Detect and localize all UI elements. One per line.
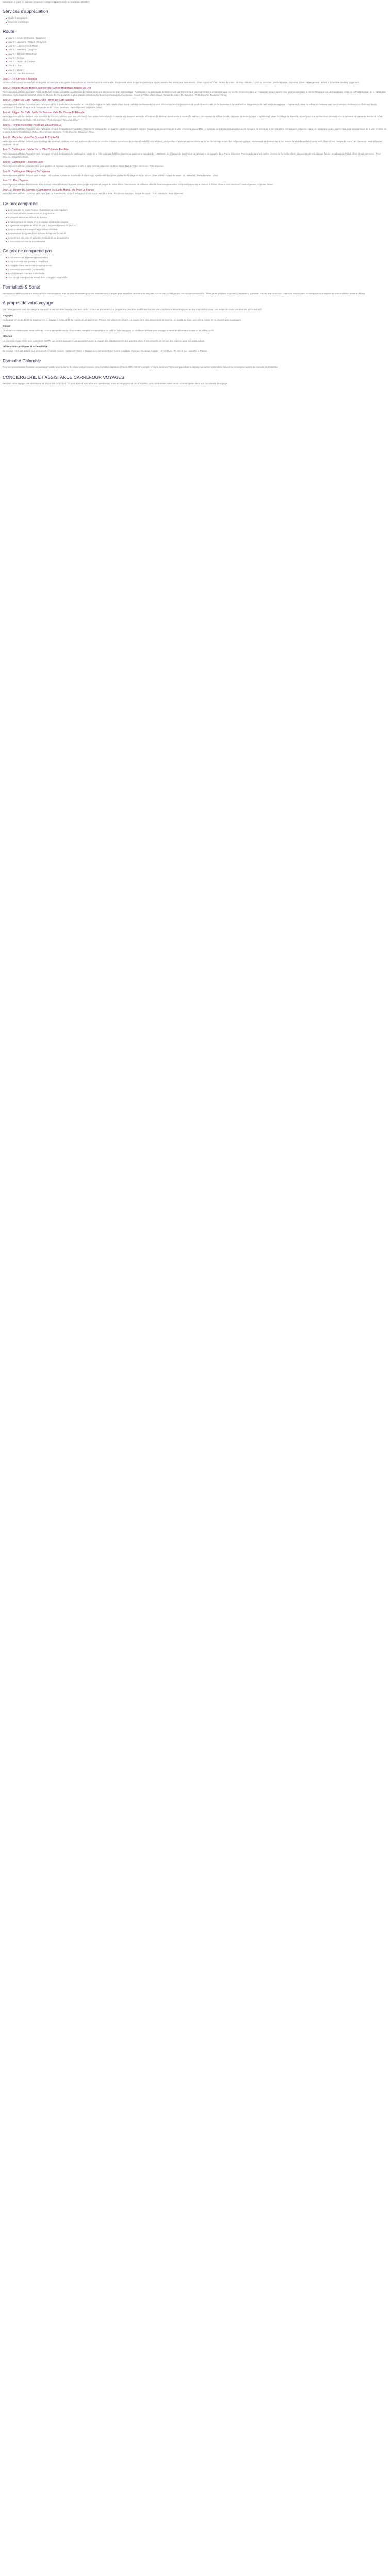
climat-title: Climat (3, 325, 10, 328)
day-title: Jour 9 : Carthagène / Région Du Tayrona (3, 170, 50, 174)
route-item: Jour 8 : Libre (6, 64, 388, 67)
services-title: Services d'appréciation (3, 9, 48, 14)
day-title: Jour 5 : Pereira / Medellin : Visite De La Comuna13 (3, 124, 61, 127)
route-item: Jour 7 : Départ de Genève (6, 60, 388, 63)
services-list (3, 16, 388, 24)
day-text: Petit-déjeuner à l'hôtel. Transfert vers l'aéroport et vol à destination de Medellin. Visite de la Comuna 13, un quartier autrefois considéré comme l'un des plus dangereux de la ville et devenu aujourd'hui un symbole de transformation grâce à ses fresques de street art et ses escaliers mécaniques. Déjeuner dans un restaurant local. L'après-midi, tour panoramique de la ville et visite de la place Botero. Installation à l'hôtel, dîner et nuit. Services : Petit-déjeuner, Déjeuner, Dîner. (3, 128, 387, 134)
colombie-title: Formalité Colombie (3, 358, 41, 364)
includes-item: L'hébergement en hôtels 3* et écolodge en chambre double (6, 221, 388, 224)
day-title: Jour 4 : Région Du Café : Valle De Salento, Valle De Cocora Et Filandia (3, 111, 85, 115)
day-text: Petit-déjeuner à l'hôtel. Le matin, visite du Musée Botero qui abrite la collection de l'artiste ainsi que des oeuvres d'art international. Puis montée au sanctuaire de Monserrate par téléphérique pour admirer la vue panoramique sur la ville. Déjeuner dans un restaurant local. L'après-midi, promenade dans le centre historique de La Candelaria, visite de la Plaza Bolivar, de la cathédrale primatiale et du Capitole national. Visite du Musée de l'Or qui abrite la plus grande collection d'orfèvrerie préhispanique au monde. Retour à l'hôtel, dîner et nuit. Temps de route : 1h. Services : Petit-déjeuner, Déjeuner, Dîner. (3, 91, 386, 97)
route-item: Jour 3 : Lucerne / Mont Pilate (6, 45, 388, 48)
assistance-text: Pendant votre voyage, une assistance est disponible 24h/24 et 7j/7 pour répondre à toutes vos questions et vous accompagner en cas d'imprévu. Les coordonnées vous seront communiquées avec vos documents de voyage. (3, 382, 228, 385)
day-8 (3, 161, 388, 168)
includes-list (3, 209, 388, 244)
excludes-title: Ce prix ne comprend pas (3, 248, 53, 254)
page-content (0, 0, 391, 385)
formalities-text: Passeport valable au moins 6 mois après la date de retour. Pas de visa nécessaire pour les ressortissants français pour un séjour de moins de 90 jours. Aucun vaccin obligatoire. Vaccins recommandés : fièvre jaune (régions tropicales), hépatite A, typhoïde. Prévoir une protection contre les moustiques. Renseignez-vous auprès de votre médecin avant le départ. (3, 292, 366, 295)
day-title: Jour 6 : Medellin : Visite De Guatapé Et Du Peñol (3, 136, 59, 140)
day-title: Jour 1 : ( 4 ) Arrivée à Rogelia (3, 77, 37, 81)
includes-title: Ce prix comprend (3, 200, 38, 206)
monnaie-text: La monnaie locale est le peso colombien (COP). Les cartes bancaires sont acceptées dans la plupart des établissements des grandes villes. Il est conseillé de prévoir des espèces pour les petits achats. (3, 339, 205, 342)
route-list (3, 37, 388, 76)
route-title: Route (3, 29, 14, 35)
formalities-title: Formalités & Santé (3, 284, 41, 290)
bagages-text: Un bagage en soute de 23 kg maximum et un bagage à main de 10 kg maximum par personne. Prévoir des vêtements légers, un coupe-vent, des chaussures de marche, un maillot de bain, une crème solaire et un répulsif anti-moustiques. (3, 318, 242, 321)
route-item: Jour 9 : Départ (6, 69, 388, 72)
day-11 (3, 189, 388, 196)
day-text: Petit-déjeuner à l'hôtel. Transfert vers l'aéroport de Santa Marta ou de Carthagène et vol retour vers la France. Fin de nos services. Temps de route : 1h30. Services : Petit-déjeuner. (3, 192, 184, 195)
excludes-item: Les repas libres mentionnés au programme (6, 264, 388, 267)
excludes-item: Les boissons et dépenses personnelles (6, 256, 388, 259)
includes-item: Les services d'un guide francophone durant tout le circuit (6, 232, 388, 235)
route-item: Jour 10 : Fin des services (6, 72, 388, 75)
day-title: Jour 3 : Région De Café : Visite D'une Ferme De Café Salento (3, 99, 74, 103)
includes-item: Les entrées des sites et activités mentionnés au programme (6, 236, 388, 240)
excludes-list (3, 256, 388, 279)
route-item: Jour 1 : Arrivée en Suisse / Lausanne (6, 37, 388, 40)
day-text: Petit-déjeuner à l'hôtel. Journée libre pour profiter de la plage ou découvrir la ville à votre rythme. Déjeuner et dîner libres. Nuit à l'hôtel. Services : Petit-déjeuner. (3, 165, 164, 168)
services-item: Guide francophone (6, 16, 388, 20)
assistance-title: CONCIERGERIE ET ASSISTANCE CARREFOUR VOYAGES (3, 374, 124, 380)
day-title: Jour 7 : Carthagène : Visite De La Ville Coloniale Fortifiée (3, 148, 69, 152)
excludes-item: Tout ce qui n'est pas mentionné dans « ce prix comprend » (6, 276, 388, 279)
day-title: Jour 8 : Carthagène - Journée Libre (3, 161, 44, 164)
route-item: Jour 2 : Lausanne / Chillon / Gruyères (6, 41, 388, 44)
about-title: À propos de votre voyage (3, 300, 53, 306)
day-1 (3, 78, 388, 85)
includes-item: Les transferts et le transport en minibus climatisé (6, 228, 388, 231)
includes-item: Les vols aller et retour France / Colombie sur vols réguliers (6, 209, 388, 212)
day-10 (3, 179, 388, 187)
day-text: Petit-déjeuner à l'hôtel. Départ pour le village de Guatapé, célèbre pour ses maisons décorées de zócalos colorés. Ascension du rocher El Peñol (740 marches) pour profiter d'une vue spectaculaire sur le lac de barrage et ses îles. Déjeuner typique. Promenade en bateau sur le lac. Retour à Medellin en fin d'après-midi, dîner et nuit. Temps de route : 4h. Services : Petit-déjeuner, Déjeuner, Dîner. (3, 140, 383, 146)
includes-item: La pension complète du dîner du jour 1 au petit-déjeuner du jour 11 (6, 224, 388, 227)
includes-item: Les taxes aériennes et frais de dossier (6, 216, 388, 219)
day-text: Petit-déjeuner à l'hôtel. Départ pour la vallée de Cocora, célèbre pour ses palmiers à cire, arbre national de la Colombie qui peuvent atteindre 60 mètres de hauteur. Randonnée à travers la vallée et découverte de la flore locale. Déjeuner de truite typique. L'après-midi, visite du village de Filandia, réputé pour son architecture coloniale et son artisanat de vannerie. Retour à l'hôtel, dîner et nuit. Temps de route : 2h. Services : Petit-déjeuner, Déjeuner, Dîner. (3, 115, 383, 122)
monnaie-title: Monnaie (3, 335, 13, 338)
day-text: Arrivée à l'aéroport international de Rogelia, accueil par votre guide francophone et transfert vers le centre-ville. Promenade dans le quartier historique et découverte des principaux monuments. Dîner et nuit à l'hôtel. Temps de route : 45 min. Altitude : 1 200 m. Services : Petit-déjeuner, Déjeuner, Dîner. Hébergement : Hôtel 3* (chambre double). Logement. (3, 81, 360, 84)
day-7 (3, 148, 388, 159)
infos-text: Ce voyage n'est pas adapté aux personnes à mobilité réduite. Certaines visites et randonnées demandent une bonne condition physique. Décalage horaire : -6h en hiver, -7h en été par rapport à la France. (3, 350, 208, 353)
day-3 (3, 99, 388, 109)
climat-text: Le climat colombien varie selon l'altitude : chaud et humide sur la côte caraïbe, tempéré dans la région du café et frais à Bogota. La meilleure période pour voyager s'étend de décembre à mars et de juillet à août. (3, 329, 215, 332)
about-text: Les hébergements sont de catégorie standard et ont été sélectionnés pour leur confort et leur emplacement. Le programme peut être modifié en fonction des conditions météorologiques ou des impératifs locaux. Les temps de route sont donnés à titre indicatif. (3, 308, 262, 311)
includes-item: L'assurance assistance rapatriement (6, 240, 388, 243)
route-item: Jour 4 : Interlaken / Jungfrau (6, 48, 388, 52)
route-item: Jour 5 : Zermatt / Matterhorn (6, 53, 388, 56)
day-text: Petit-déjeuner à l'hôtel. Transfert vers l'aéroport et vol à destination de Pereira au cœur de la région du café. Visite d'une ferme caféière traditionnelle où vous découvrirez tout le processus de production du café, de la plantation à la torréfaction. Dégustation de café. Déjeuner typique. L'après-midi, visite du village de Salento avec ses maisons colorées et ses balcons fleuris. Installation à l'hôtel, dîner et nuit. Temps de route : 2h30. Services : Petit-déjeuner, Déjeuner, Dîner. (3, 103, 378, 109)
infos-title: Informations pratiques et accessibilité (3, 346, 48, 349)
day-text: Petit-déjeuner à l'hôtel. Randonnée dans le Parc national naturel Tayrona, entre jungle tropicale et plages de sable blanc. Découverte de la faune et de la flore exceptionnelles. Déjeuner pique-nique. Retour à l'hôtel, dîner et nuit. Services : Petit-déjeuner, Déjeuner, Dîner. (3, 183, 273, 186)
bagages-title: Bagages (3, 314, 13, 317)
day-6 (3, 136, 388, 146)
route-item: Jour 6 : Genève (6, 57, 388, 60)
services-item: Déjeuner en Groupe (6, 21, 388, 24)
day-title: Jour 2 : Bogota Musée Botero, Monserrate, Centre Historique, Musée De L'or (3, 87, 91, 90)
day-title: Jour 11 : Région Du Tayrona / Carthagène Ou Santa Marta / Vol Pour La France (3, 188, 94, 192)
excludes-item: Les pourboires aux guides et chauffeurs (6, 260, 388, 263)
includes-item: Les vols intérieurs mentionnés au programme (6, 212, 388, 215)
excludes-item: L'assurance annulation (optionnelle) (6, 268, 388, 272)
day-text: Petit-déjeuner à l'hôtel. Transfert vers l'aéroport et vol à destination de Carthagène. Visite de la ville coloniale fortifiée classée au patrimoine mondial de l'UNESCO, du château de San Felipe de Barajas et du couvent de la Popa. Déjeuner. Promenade dans les ruelles pavées de la vieille ville et découverte de ses balcons fleuris. Installation à l'hôtel, dîner et nuit. Services : Petit-déjeuner, Déjeuner, Dîner. (3, 152, 381, 159)
intro-text: Excursions 2 jours en autocar. Ce prix ne comprend pas l'entrée au Cointreau Distillery. (3, 1, 90, 3)
day-text: Petit-déjeuner à l'hôtel. Départ vers la région du Tayrona. Arrivée et installation à l'écolodge. Après-midi libre pour profiter de la plage et de la nature. Dîner et nuit. Temps de route : 5h. Services : Petit-déjeuner, Dîner. (3, 174, 219, 177)
day-5 (3, 124, 388, 134)
day-9 (3, 170, 388, 177)
day-4 (3, 111, 388, 122)
colombie-text: Pour les ressortissants français, un passeport valide pour la durée du séjour est nécessaire. Une formalité migratoire (Check-MIG) doit être remplie en ligne dans les 72 heures précédant le départ. Les autres nationalités doivent se renseigner auprès du consulat de Colombie. (3, 366, 279, 369)
excludes-item: Le supplément chambre individuelle (6, 272, 388, 275)
day-2 (3, 87, 388, 97)
day-title: Jour 10 : Parc Tayrona (3, 179, 29, 183)
